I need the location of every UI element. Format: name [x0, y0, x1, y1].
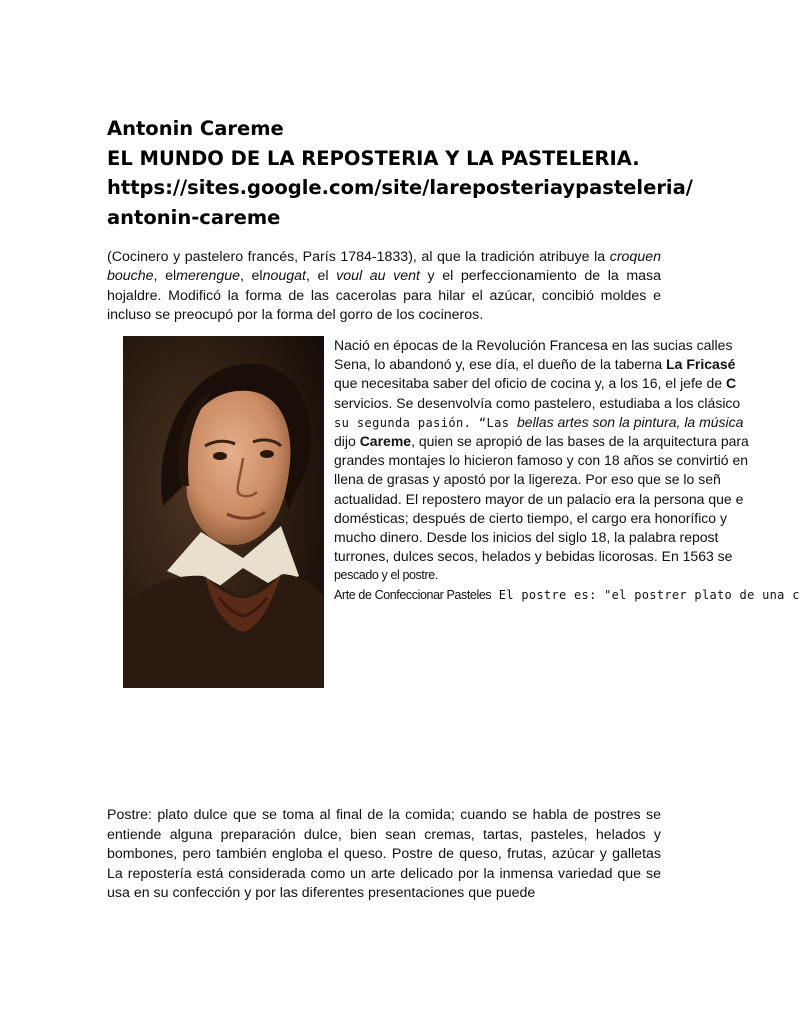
- bio-text: Sena, lo abandonó y, ese día, el dueño de la taberna: [334, 356, 667, 373]
- bio-text: El postre es: "el postrer plato de una c: [491, 588, 800, 603]
- bio-line: [334, 355, 768, 374]
- heading-url-continued: antonin-careme: [107, 205, 281, 229]
- heading-title: Antonin Careme: [107, 117, 284, 140]
- bio-quote: bellas artes son la pintura, la música: [517, 413, 744, 430]
- bio-bold-la-fricase: La Fricasé: [666, 356, 736, 373]
- intro-text: y el perfeccionamiento de la masa hojaldre. Modificó la forma de las cacerolas para hilar el azúcar, concibió moldes e incluso se preocupó por la forma del gorro de los cocineros.: [107, 268, 662, 323]
- heading-subtitle: EL MUNDO DE LA REPOSTERIA Y LA PASTELERIA.: [107, 146, 640, 170]
- postre-paragraph: Postre: plato dulce que se toma al final de la comida; cuando se habla de postres se entiende alguna preparación dulce, bien sean cremas, tartas, pasteles, helados y bombones, pero también engloba el queso. Postre de queso, frutas, azúcar y galletas La repostería está considerada como un arte delicado por la inmensa variedad que se usa en su confección y por las diferentes presentaciones que puede: [107, 807, 661, 902]
- bio-line: [334, 585, 800, 604]
- bio-line: domésticas; después de cierto tiempo, el cargo era honorífico y: [334, 509, 727, 526]
- intro-text: , el: [240, 268, 263, 285]
- intro-term-voul-au-vent: voul au vent: [336, 268, 420, 285]
- bio-line: llena de grasas y apostó por la ligereza. Por eso que se lo señ: [334, 471, 721, 488]
- portrait-illustration: [123, 336, 324, 688]
- intro-term-nougat: nougat: [262, 268, 306, 285]
- portrait-image: [123, 336, 324, 688]
- biography-text: [334, 336, 800, 616]
- intro-term-merengue: merengue: [176, 268, 241, 285]
- intro-text: , el: [306, 268, 337, 285]
- bio-text: que necesitaba saber del oficio de cocina y, a los 16, el jefe de: [334, 375, 726, 392]
- bio-line: [334, 413, 768, 432]
- bio-line: turrones, dulces secos, helados y bebidas licorosas. En 1563 se: [334, 548, 733, 565]
- bio-bold-text: C: [726, 375, 737, 392]
- bio-line: [334, 432, 768, 451]
- bio-text: su segunda pasión. “Las: [334, 415, 517, 430]
- intro-text: , el: [153, 268, 177, 285]
- bio-text: , quien se apropió de las bases de la arquitectura para: [411, 432, 749, 449]
- intro-term-croquen-bouche: croquen bouche: [107, 249, 661, 285]
- intro-text: (Cocinero y pastelero francés, París 1784-1833), al que la tradición atribuye la: [107, 249, 610, 265]
- bio-line: servicios. Se desenvolvía como pastelero, estudiaba a los clásico: [334, 394, 741, 411]
- bio-line: actualidad. El repostero mayor de un palacio era la persona que e: [334, 490, 744, 507]
- intro-paragraph: [107, 248, 661, 325]
- bio-line: [334, 374, 768, 393]
- bio-line: Nació en épocas de la Revolución Francesa en las sucias calles: [334, 337, 733, 353]
- bio-bold-careme: Careme: [359, 432, 412, 449]
- heading-url: https://sites.google.com/site/lareposteriaypasteleria/: [107, 176, 693, 199]
- heading-block: [107, 114, 727, 232]
- bio-line: grandes montajes lo hicieron famoso y con 18 años se convirtió en: [334, 452, 749, 469]
- bio-text: Arte de Confeccionar Pasteles: [334, 588, 492, 603]
- bio-text: dijo: [334, 432, 360, 449]
- bio-line: pescado y el postre.: [334, 568, 438, 583]
- bio-line: mucho dinero. Desde los inicios del siglo 18, la palabra repost: [334, 528, 719, 545]
